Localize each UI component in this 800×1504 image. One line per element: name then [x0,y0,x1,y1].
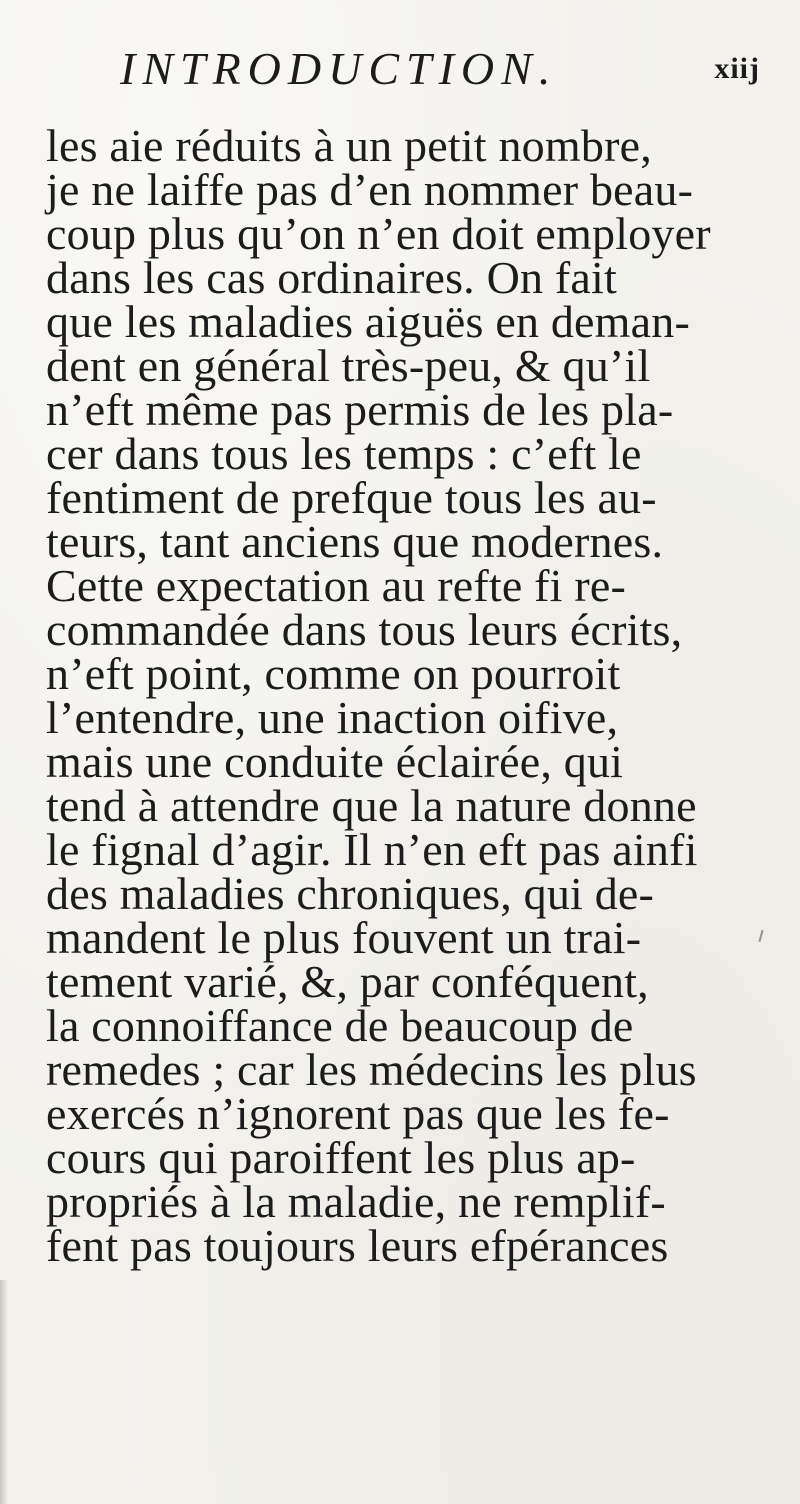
text-line: fentiment de prefque tous les au- [46,472,657,523]
text-line: exercés n’ignorent pas que les fe- [46,1088,670,1139]
text-line: cours qui paroiffent les plus ap- [46,1132,636,1183]
text-line: mais une conduite éclairée, qui [46,736,624,787]
text-line: dans les cas ordinaires. On fait [46,252,618,303]
text-line: fent pas toujours leurs efpérances [46,1220,669,1271]
text-line: que les maladies aiguës en deman- [46,296,690,347]
text-line: je ne laiffe pas d’en nommer beau- [46,164,694,215]
text-line: coup plus qu’on n’en doit employer [46,208,711,259]
text-line: des maladies chroniques, qui de- [46,868,655,919]
running-head-title: INTRODUCTION. [120,43,558,94]
text-line: cer dans tous les temps : c’eft le [46,428,642,479]
text-line: tend à attendre que la nature donne [46,780,697,831]
text-line: la connoiffance de beaucoup de [46,1000,634,1051]
text-line: commandée dans tous leurs écrits, [46,604,683,655]
text-line: le fignal d’agir. Il n’en eft pas ainfi [46,824,698,875]
text-line: propriés à la maladie, ne remplif- [46,1176,666,1227]
text-line: tement varié, &, par conféquent, [46,956,649,1007]
text-line: n’eft même pas permis de les pla- [46,384,674,435]
text-line: remedes ; car les médecins les plus [46,1044,697,1095]
text-line: les aie réduits à un petit nombre, [46,120,652,171]
page-edge-shadow [0,1280,8,1504]
running-head [120,44,760,94]
text-line: n’eft point, comme on pourroit [46,648,621,699]
text-line: l’entendre, une inaction oifive, [46,692,619,743]
text-line: dent en général très-peu, & qu’il [46,340,651,391]
text-line: mandent le plus fouvent un trai- [46,912,642,963]
body-text [46,120,786,1271]
page-number: xiij [714,52,760,85]
text-line: Cette expectation au refte fi re- [46,560,627,611]
text-line: teurs, tant anciens que modernes. [46,516,664,567]
